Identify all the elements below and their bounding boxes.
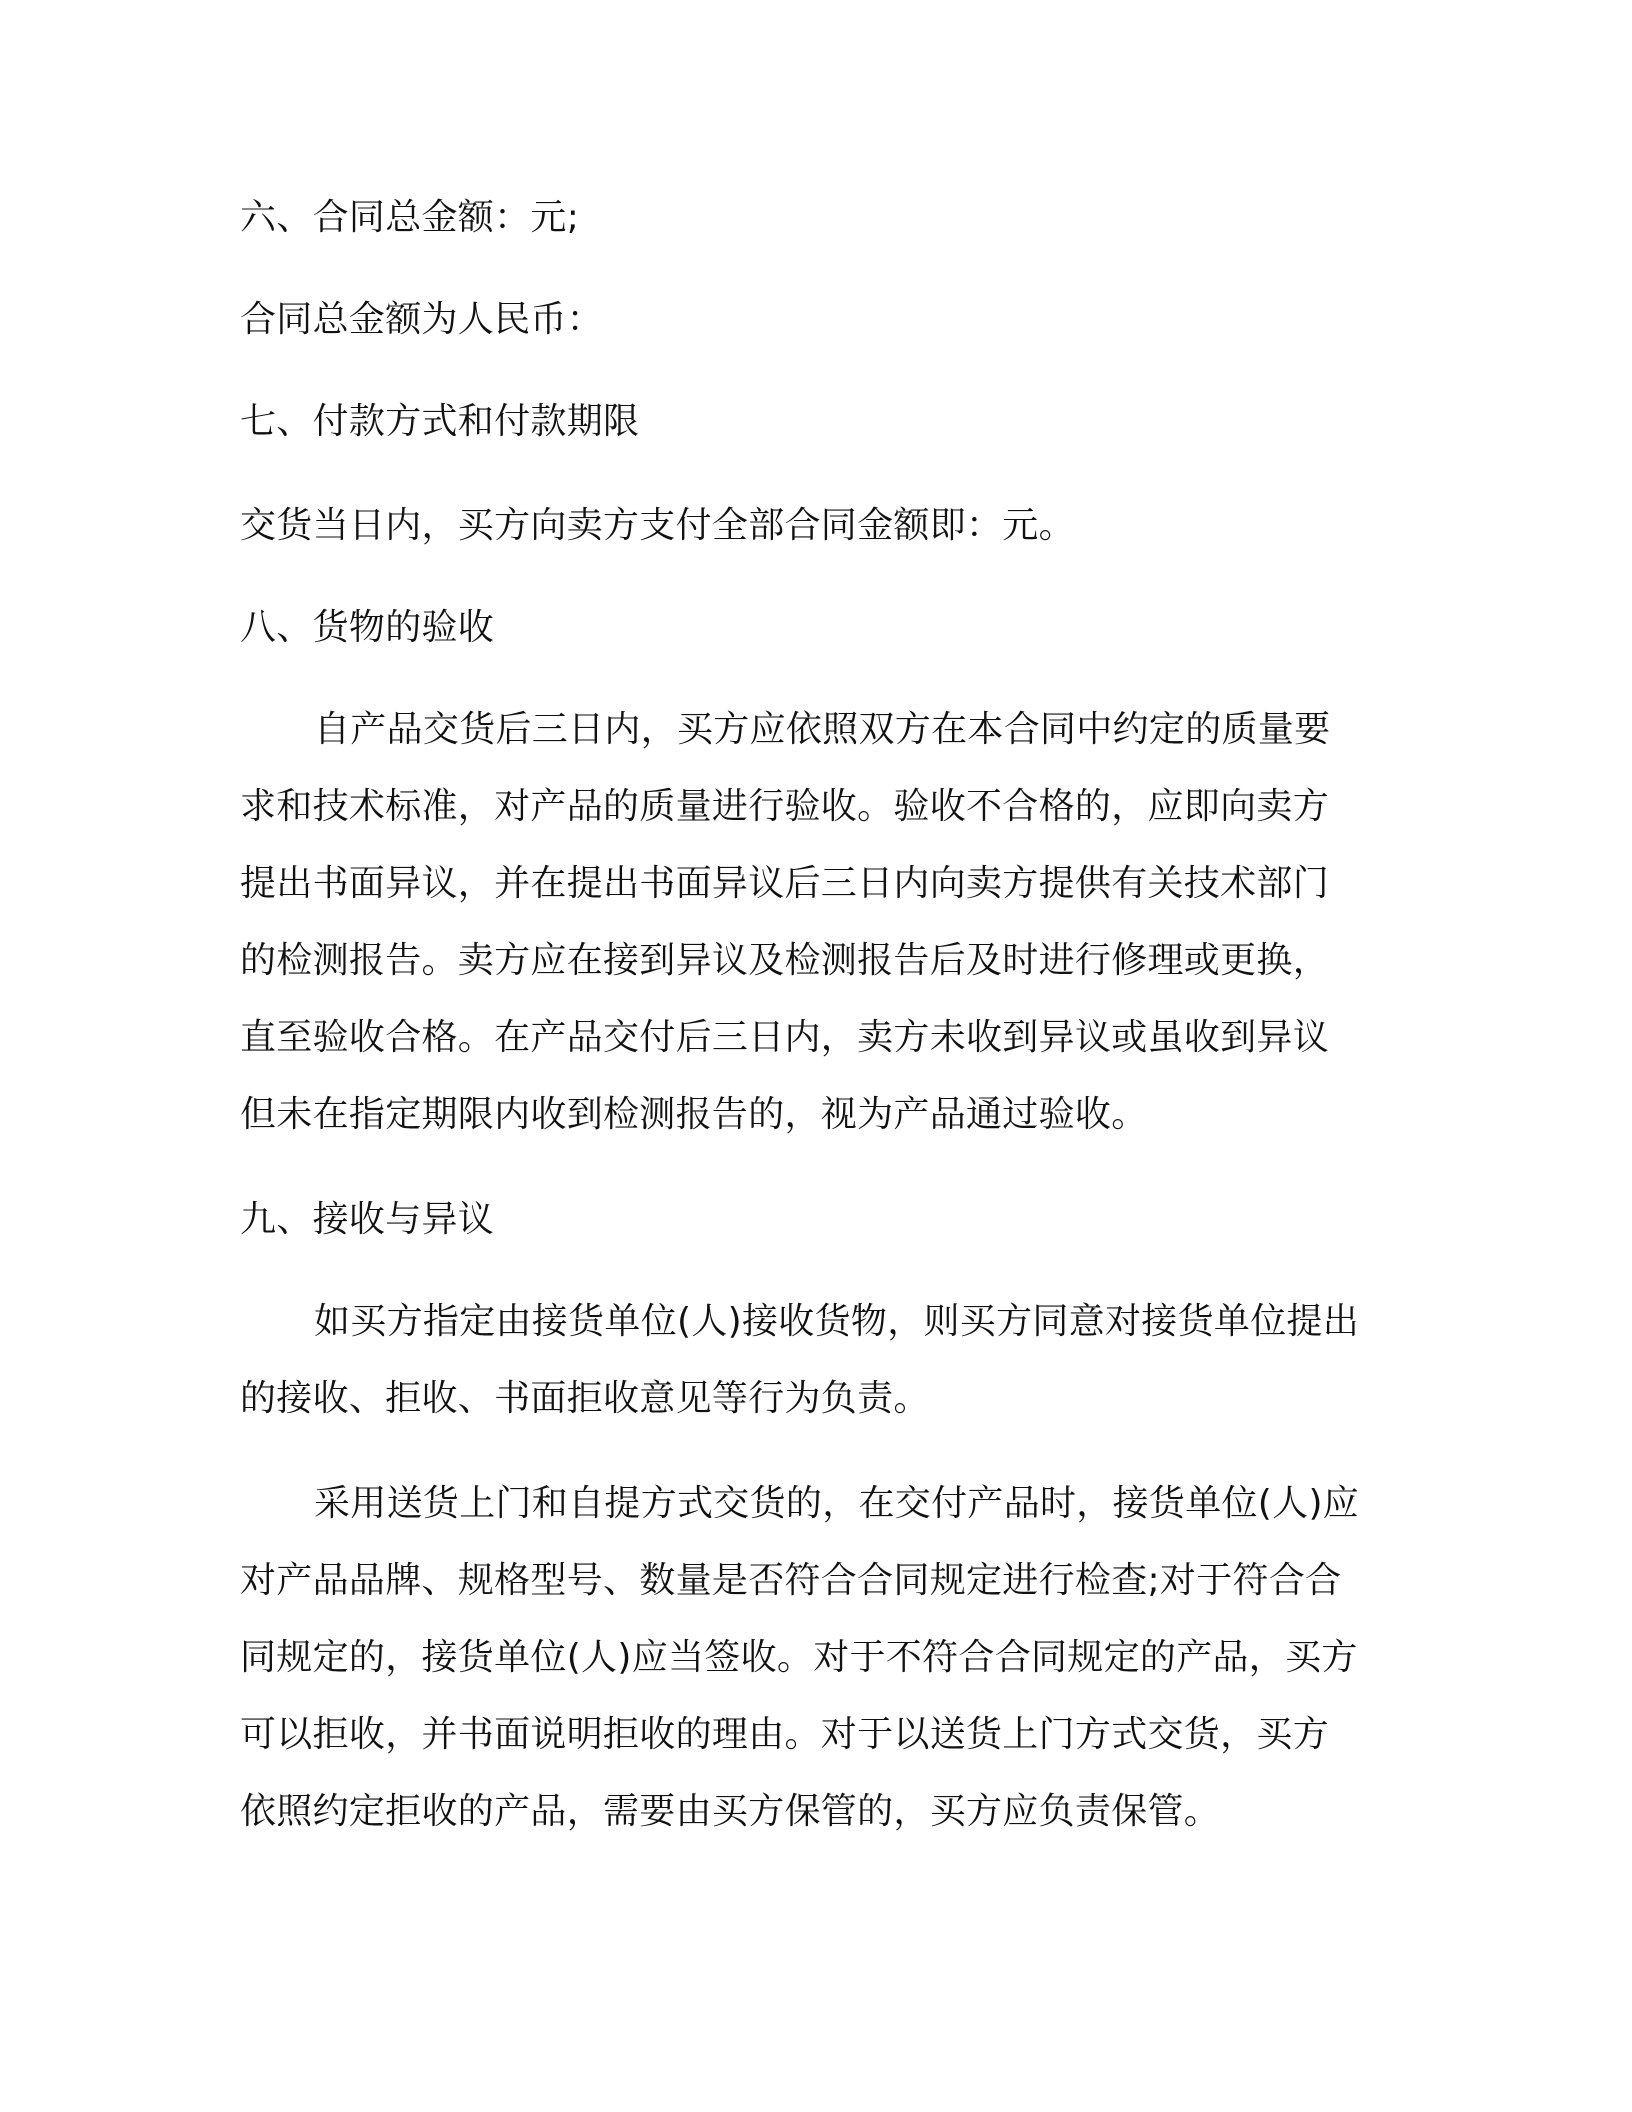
section-heading-payment: 七、付款方式和付款期限: [240, 401, 640, 442]
paragraph-line: 采用送货上门和自提方式交货的，在交付产品时，接货单位(人)应: [314, 1483, 1360, 1524]
paragraph-line: 的接收、拒收、书面拒收意见等行为负责。: [240, 1378, 930, 1419]
paragraph-line: 同规定的，接货单位(人)应当签收。对于不符合合同规定的产品，买方: [240, 1637, 1358, 1678]
paragraph-line: 可以拒收，并书面说明拒收的理由。对于以送货上门方式交货，买方: [240, 1714, 1330, 1755]
paragraph-line: 提出书面异议，并在提出书面异议后三日内向卖方提供有关技术部门: [240, 863, 1330, 904]
acceptance-paragraph: [240, 708, 1388, 1137]
paragraph-line: 求和技术标准，对产品的质量进行验收。验收不合格的，应即向卖方: [240, 786, 1330, 827]
paragraph-line: 依照约定拒收的产品，需要由买方保管的，买方应负责保管。: [240, 1791, 1221, 1832]
section-heading-acceptance: 八、货物的验收: [240, 607, 495, 648]
paragraph-line: 但未在指定期限内收到检测报告的，视为产品通过验收。: [240, 1094, 1148, 1135]
paragraph-line: 的检测报告。卖方应在接到异议及检测报告后及时进行修理或更换，: [240, 940, 1330, 981]
paragraph-line: 自产品交货后三日内，买方应依照双方在本合同中约定的质量要: [314, 709, 1331, 750]
paragraph-line: 对产品品牌、规格型号、数量是否符合合同规定进行检查;对于符合合: [240, 1560, 1342, 1601]
section-heading-receipt-objection: 九、接收与异议: [240, 1199, 495, 1240]
payment-terms-text: 交货当日内，买方向卖方支付全部合同金额即：元。: [240, 505, 1075, 546]
section-heading-total-amount: 六、合同总金额：元;: [240, 197, 580, 238]
paragraph-line: 如买方指定由接货单位(人)接收货物，则买方同意对接货单位提出: [314, 1301, 1360, 1342]
receipt-paragraph: [240, 1300, 1388, 1421]
paragraph-line: 直至验收合格。在产品交付后三日内，卖方未收到异议或虽收到异议: [240, 1017, 1330, 1058]
delivery-inspection-paragraph: [240, 1482, 1388, 1834]
total-amount-rmb-text: 合同总金额为人民币：: [240, 299, 604, 340]
